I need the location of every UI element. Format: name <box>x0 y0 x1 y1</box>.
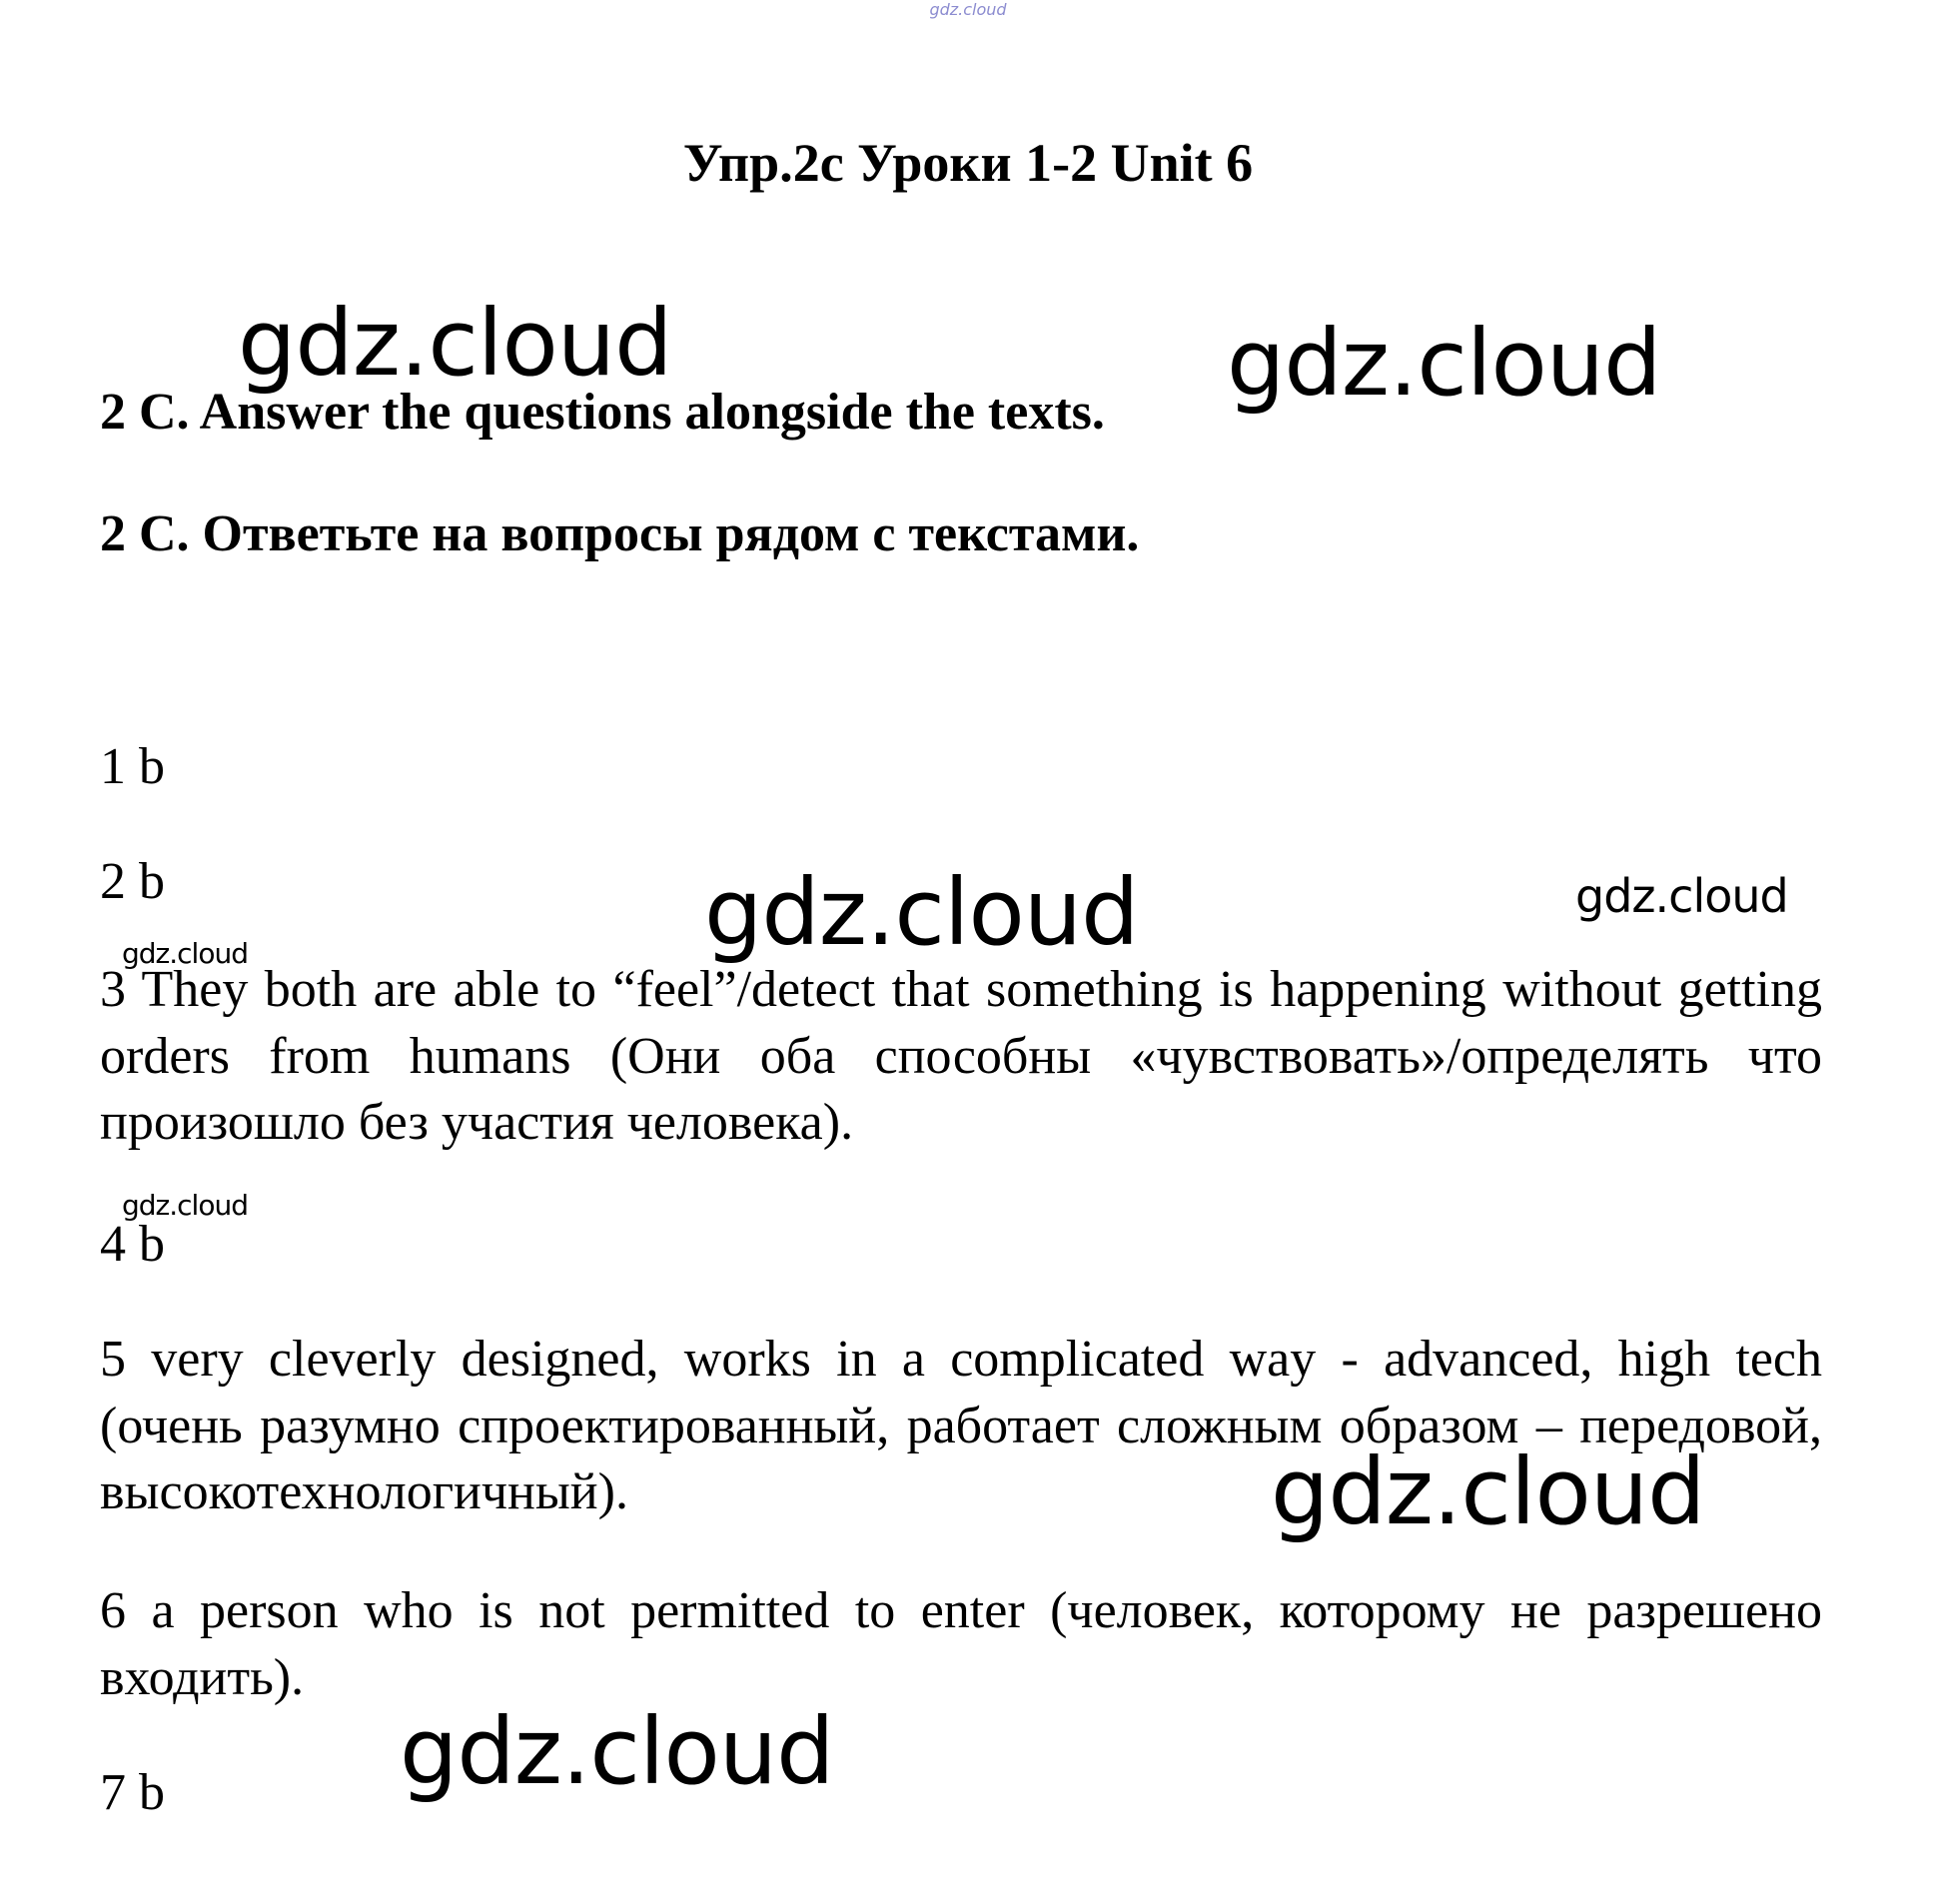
watermark-logo: gdz.cloud <box>1575 869 1788 923</box>
watermark-logo: gdz.cloud <box>122 1189 248 1222</box>
answer-1: 1 b <box>100 738 165 795</box>
watermark-logo: gdz.cloud <box>400 1698 834 1805</box>
watermark-logo: gdz.cloud <box>238 290 672 397</box>
watermark-logo: gdz.cloud <box>704 859 1139 966</box>
top-watermark: gdz.cloud <box>929 0 1007 19</box>
answer-7: 7 b <box>100 1764 165 1821</box>
watermark-logo: gdz.cloud <box>122 937 248 970</box>
answer-5: 5 very cleverly designed, works in a complicated way - advanced, high tech (очень разумно спроектированный, работает сложным образом – передовой, высокотехнологичный). <box>100 1331 1822 1521</box>
watermark-logo: gdz.cloud <box>1271 1438 1705 1545</box>
instruction-english: 2 C. Answer the questions alongside the texts. <box>100 384 1105 441</box>
instruction-russian: 2 С. Ответьте на вопросы рядом с текстами. <box>100 505 1140 562</box>
answer-3: 3 They both are able to “feel”/detect that something is happening without getting orders from humans (Они оба способны «чувствовать»/определять что произошло без участия человека). <box>100 961 1822 1152</box>
answer-4: 4 b <box>100 1216 165 1273</box>
watermark-logo: gdz.cloud <box>1227 310 1661 417</box>
answer-2: 2 b <box>100 853 165 910</box>
page-title: Упр.2с Уроки 1-2 Unit 6 <box>682 133 1254 193</box>
answer-6: 6 a person who is not permitted to enter (человек, которому не разрешено входить). <box>100 1582 1822 1706</box>
